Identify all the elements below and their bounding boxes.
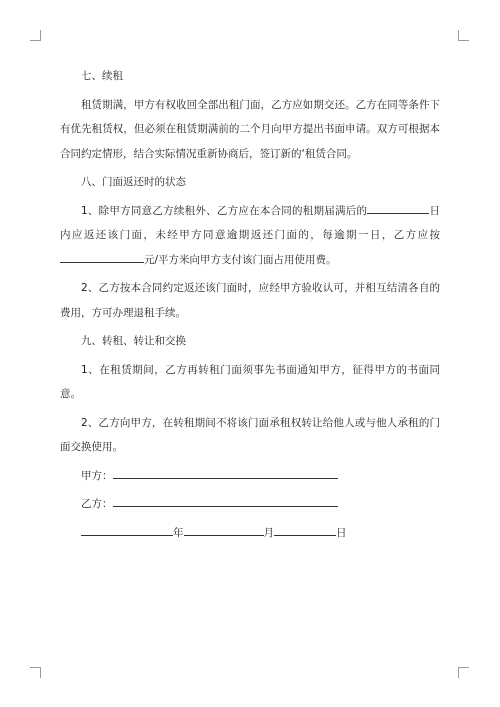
section-8-heading: 八、门面返还时的状态 bbox=[81, 176, 186, 188]
days-blank-field[interactable] bbox=[367, 201, 429, 214]
day-blank-field[interactable] bbox=[274, 523, 336, 536]
party-a-label: 甲方： bbox=[81, 469, 113, 482]
party-b-signature-line bbox=[60, 492, 440, 517]
section-7-heading: 七、续租 bbox=[81, 70, 123, 82]
section-7-paragraph: 租赁期满，甲方有权收回全部出租门面，乙方应如期交还。乙方在同等条件下有优先租赁权，但必须在租赁期满前的二个月向甲方提出书面申请。双方可根据本合同约定情形，结合实际情况重新协商后，签订新的‘租赁合同。 bbox=[60, 98, 440, 160]
corner-mark-top-left bbox=[30, 30, 41, 41]
section-9-heading: 九、转租、转让和交换 bbox=[81, 335, 186, 347]
section-9-item-1: 1、在租赁期间，乙方再转租门面须事先书面通知甲方，征得甲方的书面同意。 bbox=[60, 363, 440, 400]
month-label: 月 bbox=[263, 526, 274, 539]
party-a-signature-line bbox=[60, 464, 440, 489]
year-blank-field[interactable] bbox=[81, 523, 173, 536]
section-8-item-1-text-c: 元/平方米向甲方支付该门面占用使用费。 bbox=[144, 253, 337, 266]
document-body bbox=[60, 64, 440, 545]
month-blank-field[interactable] bbox=[184, 523, 264, 536]
section-8-item-1 bbox=[60, 199, 440, 273]
section-8-item-1-text-b: 日内应返还该门面，未经甲方同意逾期返还门面的，每逾期一日，乙方应按 bbox=[60, 204, 440, 241]
section-8-item-1-text-a: 1、除甲方同意乙方续租外、乙方应在本合同的租期届满后的 bbox=[81, 204, 368, 217]
day-label: 日 bbox=[336, 526, 347, 539]
corner-mark-bottom-left bbox=[30, 667, 41, 678]
corner-mark-bottom-right bbox=[458, 667, 469, 678]
year-label: 年 bbox=[173, 526, 184, 539]
corner-mark-top-right bbox=[458, 30, 469, 41]
date-line bbox=[60, 521, 440, 546]
section-8-item-2: 2、乙方按本合同约定返还该门面时，应经甲方验收认可，并相互结清各自的费用，方可办理退租手续。 bbox=[60, 282, 440, 319]
rate-blank-field[interactable] bbox=[60, 250, 144, 263]
party-a-signature-field[interactable] bbox=[113, 466, 338, 479]
party-b-label: 乙方： bbox=[81, 498, 113, 510]
section-9-item-2: 2、乙方向甲方，在转租期间不将该门面承租权转让给他人或与他人承租的门面交换使用。 bbox=[60, 416, 440, 453]
party-b-signature-field[interactable] bbox=[113, 494, 338, 507]
